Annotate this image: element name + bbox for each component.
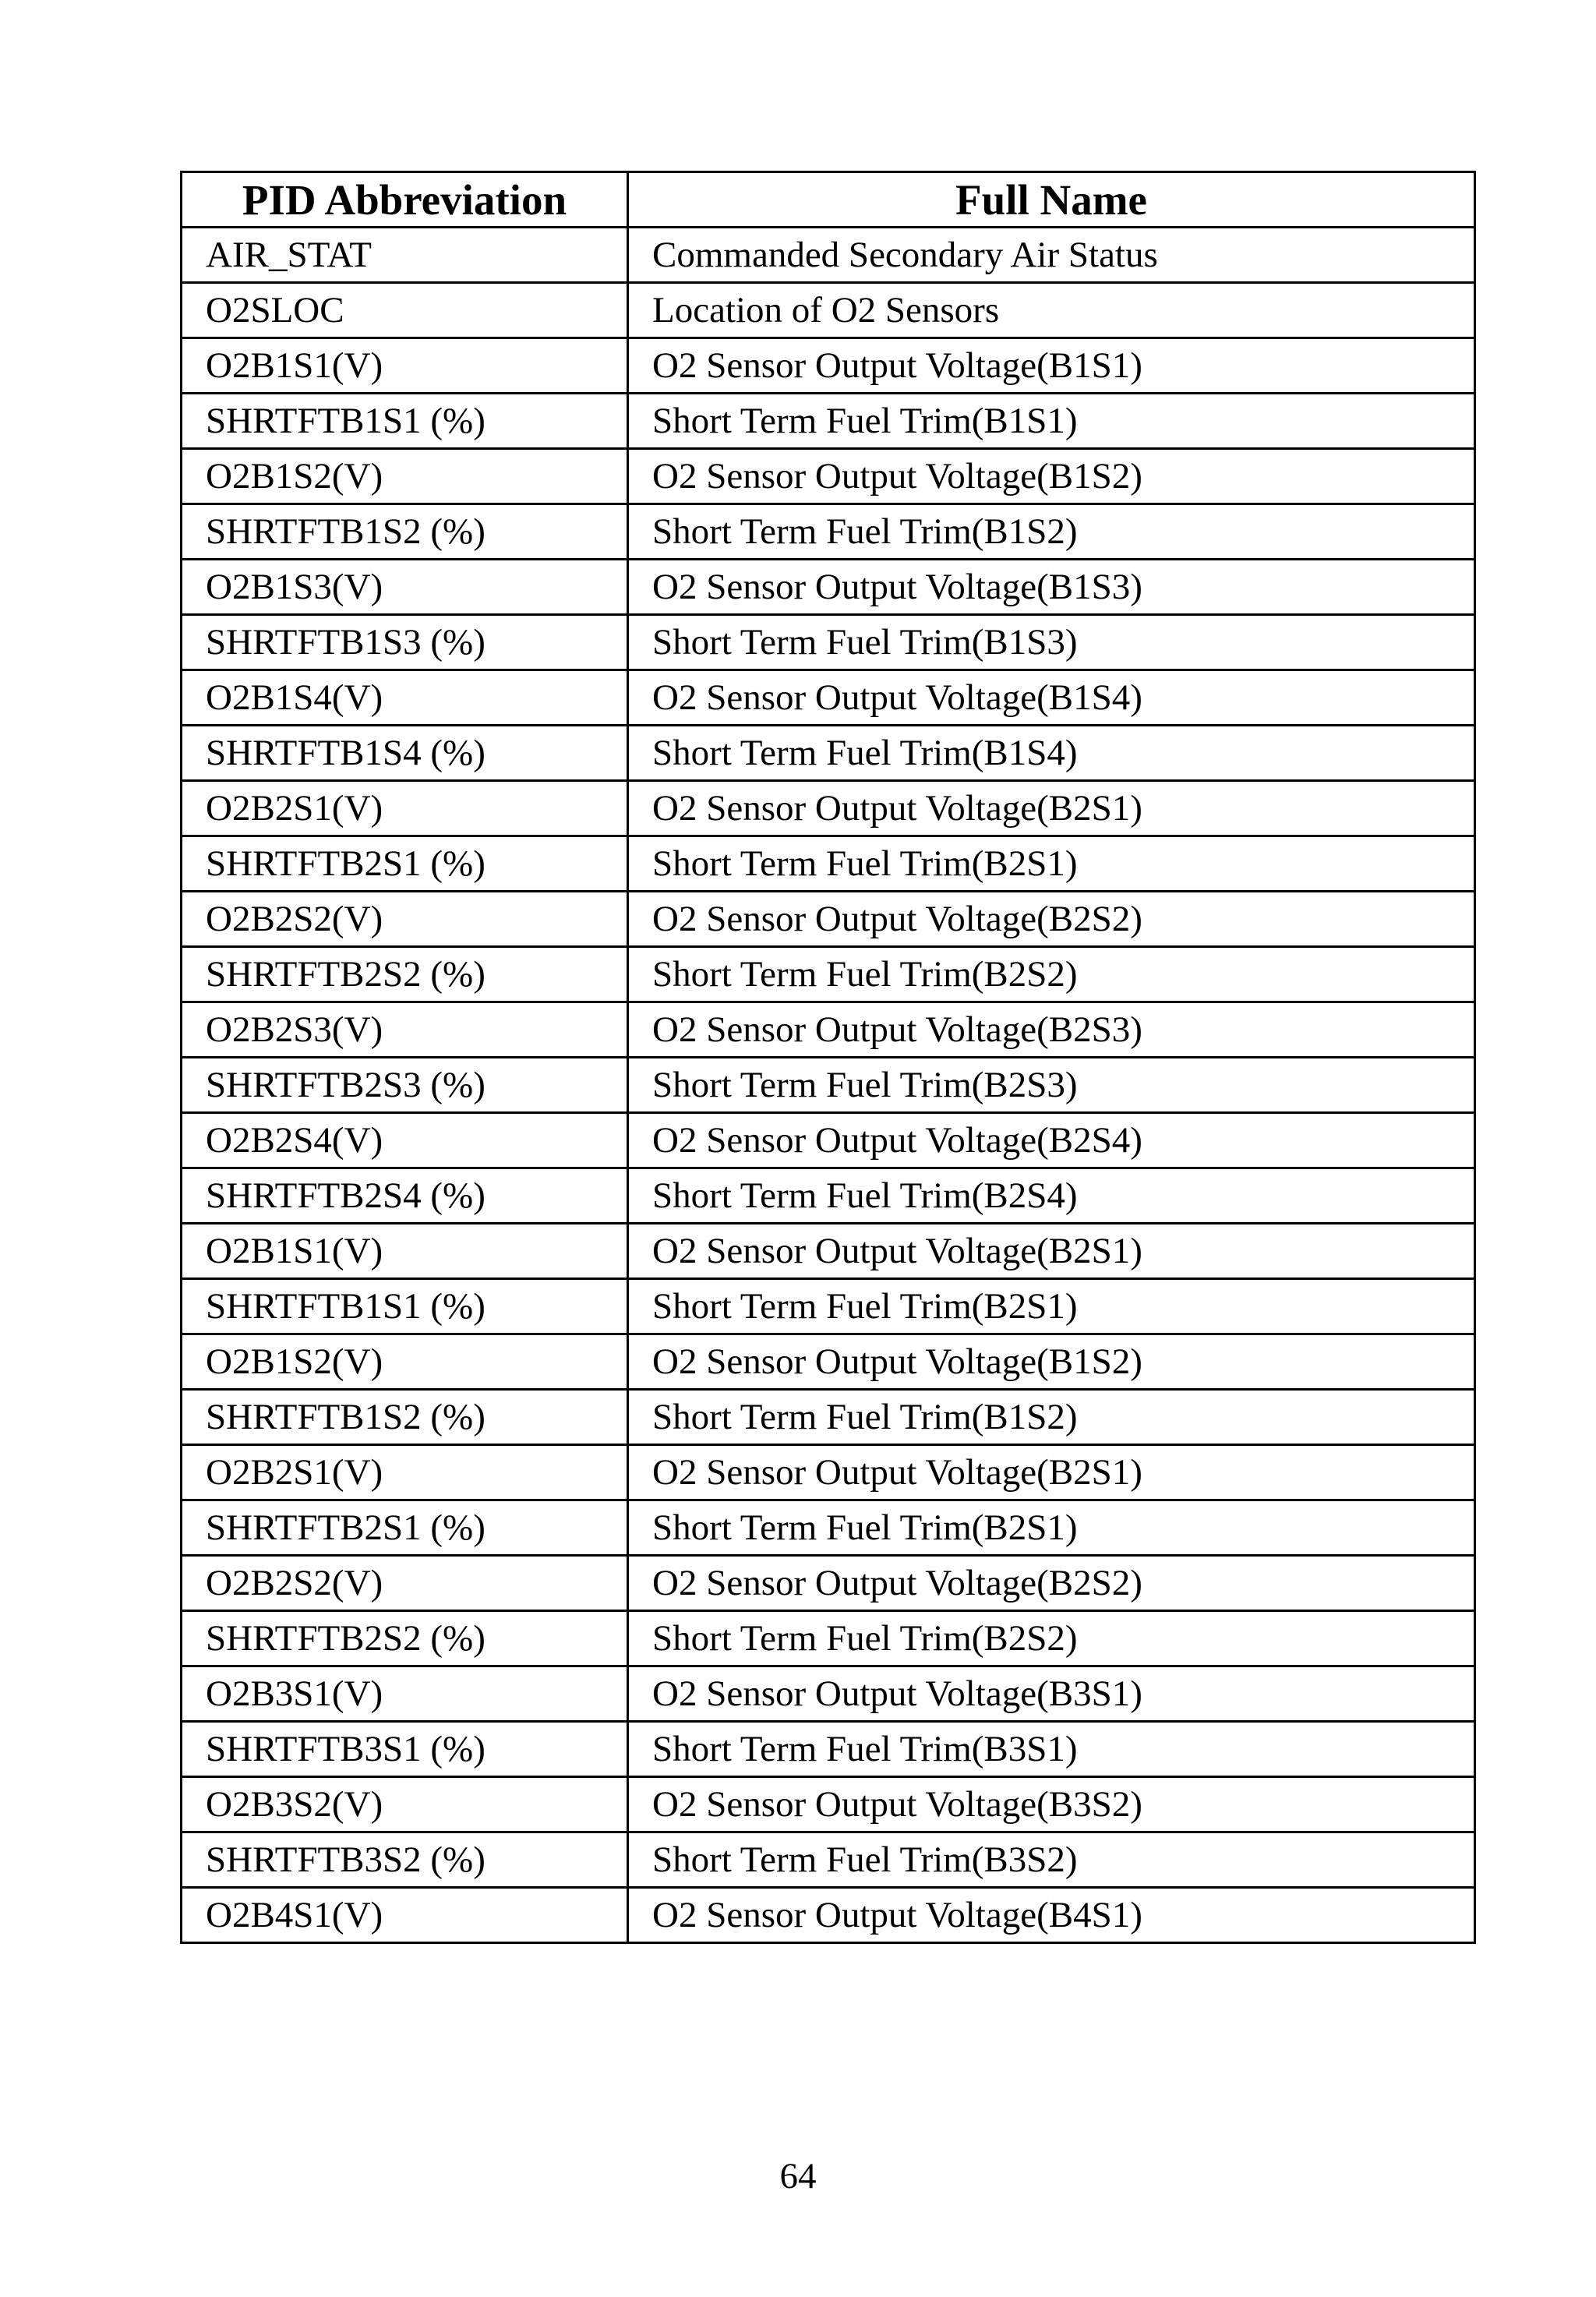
full-name-cell: Short Term Fuel Trim(B1S2) bbox=[628, 504, 1475, 560]
full-name-cell: O2 Sensor Output Voltage(B2S1) bbox=[628, 1224, 1475, 1279]
pid-table bbox=[180, 171, 1476, 1944]
pid-abbreviation-cell: O2B1S2(V) bbox=[182, 1334, 628, 1390]
pid-abbreviation-cell: O2B3S2(V) bbox=[182, 1777, 628, 1832]
pid-abbreviation-cell: SHRTFTB1S3 (%) bbox=[182, 615, 628, 670]
table-row bbox=[182, 1445, 1475, 1500]
header-full-name: Full Name bbox=[628, 172, 1475, 228]
table-row bbox=[182, 283, 1475, 338]
table-row bbox=[182, 1334, 1475, 1390]
pid-abbreviation-cell: O2B1S1(V) bbox=[182, 1224, 628, 1279]
full-name-cell: Short Term Fuel Trim(B1S4) bbox=[628, 726, 1475, 781]
full-name-cell: O2 Sensor Output Voltage(B2S2) bbox=[628, 892, 1475, 947]
full-name-cell: O2 Sensor Output Voltage(B1S2) bbox=[628, 1334, 1475, 1390]
full-name-cell: O2 Sensor Output Voltage(B3S1) bbox=[628, 1666, 1475, 1722]
pid-abbreviation-cell: SHRTFTB2S1 (%) bbox=[182, 1500, 628, 1556]
table-row bbox=[182, 1722, 1475, 1777]
table-row bbox=[182, 1390, 1475, 1445]
full-name-cell: O2 Sensor Output Voltage(B1S3) bbox=[628, 560, 1475, 615]
table-row bbox=[182, 1224, 1475, 1279]
pid-abbreviation-cell: O2B1S1(V) bbox=[182, 338, 628, 394]
table-row bbox=[182, 892, 1475, 947]
full-name-cell: Short Term Fuel Trim(B1S2) bbox=[628, 1390, 1475, 1445]
table-row bbox=[182, 1556, 1475, 1611]
table-header-row bbox=[182, 172, 1475, 228]
pid-abbreviation-cell: SHRTFTB2S4 (%) bbox=[182, 1168, 628, 1224]
pid-abbreviation-cell: SHRTFTB3S1 (%) bbox=[182, 1722, 628, 1777]
full-name-cell: O2 Sensor Output Voltage(B2S1) bbox=[628, 781, 1475, 836]
pid-abbreviation-cell: SHRTFTB2S2 (%) bbox=[182, 1611, 628, 1666]
full-name-cell: Location of O2 Sensors bbox=[628, 283, 1475, 338]
table-row bbox=[182, 836, 1475, 892]
header-pid-abbreviation: PID Abbreviation bbox=[182, 172, 628, 228]
table-row bbox=[182, 1611, 1475, 1666]
full-name-cell: Short Term Fuel Trim(B1S1) bbox=[628, 394, 1475, 449]
pid-abbreviation-cell: O2B1S3(V) bbox=[182, 560, 628, 615]
full-name-cell: O2 Sensor Output Voltage(B4S1) bbox=[628, 1888, 1475, 1943]
full-name-cell: Short Term Fuel Trim(B2S2) bbox=[628, 1611, 1475, 1666]
table-body bbox=[182, 228, 1475, 1943]
table-row bbox=[182, 781, 1475, 836]
pid-abbreviation-cell: O2B2S2(V) bbox=[182, 892, 628, 947]
pid-abbreviation-cell: O2SLOC bbox=[182, 283, 628, 338]
table-row bbox=[182, 726, 1475, 781]
table-row bbox=[182, 338, 1475, 394]
pid-abbreviation-cell: SHRTFTB1S2 (%) bbox=[182, 504, 628, 560]
table-row bbox=[182, 947, 1475, 1002]
full-name-cell: Short Term Fuel Trim(B2S4) bbox=[628, 1168, 1475, 1224]
table-row bbox=[182, 1002, 1475, 1058]
table-row bbox=[182, 1777, 1475, 1832]
pid-abbreviation-cell: O2B2S4(V) bbox=[182, 1113, 628, 1168]
pid-abbreviation-cell: O2B2S2(V) bbox=[182, 1556, 628, 1611]
table-row bbox=[182, 228, 1475, 283]
full-name-cell: O2 Sensor Output Voltage(B2S4) bbox=[628, 1113, 1475, 1168]
table-row bbox=[182, 670, 1475, 726]
pid-abbreviation-cell: O2B2S3(V) bbox=[182, 1002, 628, 1058]
full-name-cell: O2 Sensor Output Voltage(B2S1) bbox=[628, 1445, 1475, 1500]
table-row bbox=[182, 1666, 1475, 1722]
full-name-cell: O2 Sensor Output Voltage(B3S2) bbox=[628, 1777, 1475, 1832]
table-row bbox=[182, 1113, 1475, 1168]
pid-abbreviation-cell: O2B2S1(V) bbox=[182, 1445, 628, 1500]
full-name-cell: Short Term Fuel Trim(B2S1) bbox=[628, 836, 1475, 892]
pid-abbreviation-cell: SHRTFTB2S2 (%) bbox=[182, 947, 628, 1002]
full-name-cell: Short Term Fuel Trim(B2S1) bbox=[628, 1279, 1475, 1334]
table-row bbox=[182, 1058, 1475, 1113]
full-name-cell: Commanded Secondary Air Status bbox=[628, 228, 1475, 283]
table-row bbox=[182, 449, 1475, 504]
table-row bbox=[182, 560, 1475, 615]
page-number: 64 bbox=[779, 2156, 817, 2196]
pid-abbreviation-cell: O2B1S4(V) bbox=[182, 670, 628, 726]
pid-abbreviation-cell: SHRTFTB1S4 (%) bbox=[182, 726, 628, 781]
pid-abbreviation-cell: SHRTFTB2S1 (%) bbox=[182, 836, 628, 892]
pid-abbreviation-cell: O2B2S1(V) bbox=[182, 781, 628, 836]
full-name-cell: Short Term Fuel Trim(B2S3) bbox=[628, 1058, 1475, 1113]
pid-abbreviation-cell: O2B4S1(V) bbox=[182, 1888, 628, 1943]
pid-abbreviation-cell: AIR_STAT bbox=[182, 228, 628, 283]
pid-abbreviation-cell: SHRTFTB1S2 (%) bbox=[182, 1390, 628, 1445]
full-name-cell: Short Term Fuel Trim(B2S2) bbox=[628, 947, 1475, 1002]
full-name-cell: O2 Sensor Output Voltage(B1S2) bbox=[628, 449, 1475, 504]
pid-abbreviation-cell: O2B1S2(V) bbox=[182, 449, 628, 504]
pid-abbreviation-cell: SHRTFTB1S1 (%) bbox=[182, 394, 628, 449]
table-row bbox=[182, 1888, 1475, 1943]
table-row bbox=[182, 504, 1475, 560]
pid-abbreviation-cell: SHRTFTB2S3 (%) bbox=[182, 1058, 628, 1113]
table-row bbox=[182, 1832, 1475, 1888]
table-row bbox=[182, 394, 1475, 449]
table-row bbox=[182, 1279, 1475, 1334]
pid-abbreviation-cell: O2B3S1(V) bbox=[182, 1666, 628, 1722]
pid-abbreviation-cell: SHRTFTB3S2 (%) bbox=[182, 1832, 628, 1888]
full-name-cell: Short Term Fuel Trim(B3S2) bbox=[628, 1832, 1475, 1888]
full-name-cell: O2 Sensor Output Voltage(B1S4) bbox=[628, 670, 1475, 726]
full-name-cell: Short Term Fuel Trim(B3S1) bbox=[628, 1722, 1475, 1777]
full-name-cell: O2 Sensor Output Voltage(B2S2) bbox=[628, 1556, 1475, 1611]
full-name-cell: O2 Sensor Output Voltage(B2S3) bbox=[628, 1002, 1475, 1058]
table-row bbox=[182, 1500, 1475, 1556]
table-row bbox=[182, 1168, 1475, 1224]
full-name-cell: O2 Sensor Output Voltage(B1S1) bbox=[628, 338, 1475, 394]
full-name-cell: Short Term Fuel Trim(B2S1) bbox=[628, 1500, 1475, 1556]
pid-abbreviation-cell: SHRTFTB1S1 (%) bbox=[182, 1279, 628, 1334]
full-name-cell: Short Term Fuel Trim(B1S3) bbox=[628, 615, 1475, 670]
table-row bbox=[182, 615, 1475, 670]
